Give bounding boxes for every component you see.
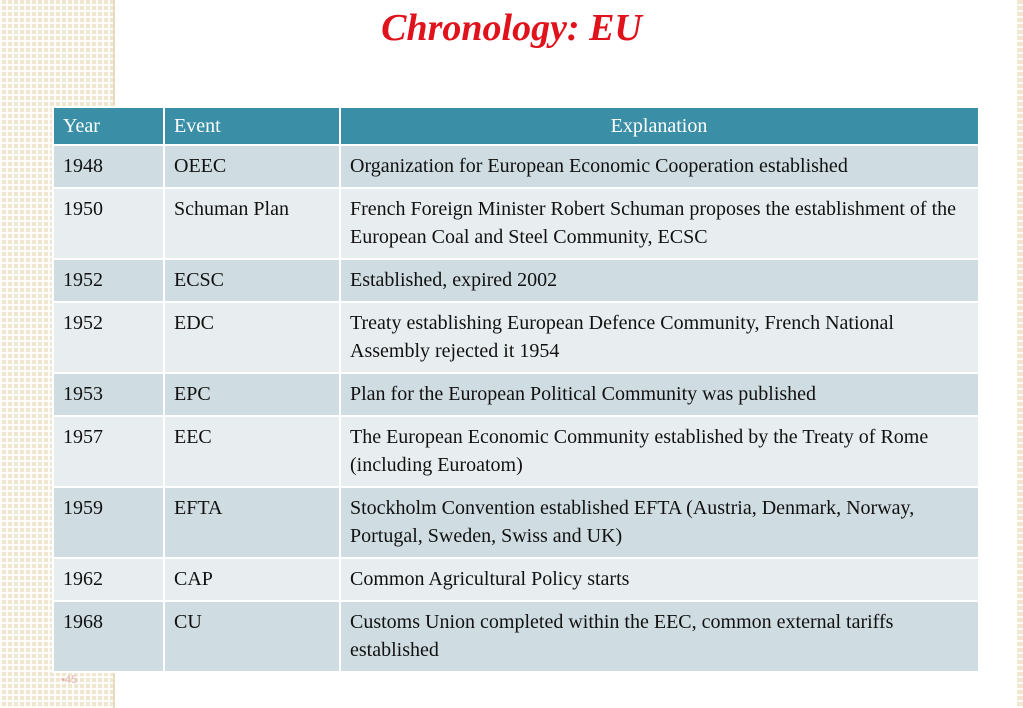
cell-explanation: The European Economic Community established by the Treaty of Rome (including Euroatom): [340, 416, 979, 487]
table-row: [53, 416, 979, 487]
right-decorative-band: [1017, 0, 1023, 708]
page-number: •45: [61, 674, 78, 686]
cell-explanation: Common Agricultural Policy starts: [340, 558, 979, 601]
cell-explanation: Stockholm Convention established EFTA (Austria, Denmark, Norway, Portugal, Sweden, Swiss and UK): [340, 487, 979, 558]
cell-event: CU: [164, 601, 340, 672]
cell-year: 1953: [53, 373, 164, 416]
table-row: [53, 302, 979, 373]
cell-year: 1959: [53, 487, 164, 558]
header-year: Year: [53, 107, 164, 145]
cell-explanation: Plan for the European Political Community was published: [340, 373, 979, 416]
cell-event: ECSC: [164, 259, 340, 302]
chronology-table: [52, 106, 980, 673]
cell-year: 1968: [53, 601, 164, 672]
cell-event: EPC: [164, 373, 340, 416]
cell-year: 1957: [53, 416, 164, 487]
table-row: [53, 373, 979, 416]
table-row: [53, 558, 979, 601]
cell-event: CAP: [164, 558, 340, 601]
cell-explanation: Customs Union completed within the EEC, common external tariffs established: [340, 601, 979, 672]
cell-explanation: Established, expired 2002: [340, 259, 979, 302]
table-row: [53, 259, 979, 302]
table-row: [53, 188, 979, 259]
header-event: Event: [164, 107, 340, 145]
cell-explanation: Treaty establishing European Defence Community, French National Assembly rejected it 1954: [340, 302, 979, 373]
cell-event: Schuman Plan: [164, 188, 340, 259]
cell-year: 1948: [53, 145, 164, 188]
cell-explanation: French Foreign Minister Robert Schuman proposes the establishment of the European Coal and Steel Community, ECSC: [340, 188, 979, 259]
cell-year: 1962: [53, 558, 164, 601]
table-row: [53, 145, 979, 188]
table-header-row: [53, 107, 979, 145]
slide-title: Chronology: EU: [381, 7, 642, 49]
cell-year: 1950: [53, 188, 164, 259]
header-explanation: Explanation: [340, 107, 979, 145]
table-row: [53, 601, 979, 672]
table-row: [53, 487, 979, 558]
cell-explanation: Organization for European Economic Cooperation established: [340, 145, 979, 188]
cell-event: EFTA: [164, 487, 340, 558]
cell-year: 1952: [53, 302, 164, 373]
cell-event: EDC: [164, 302, 340, 373]
cell-year: 1952: [53, 259, 164, 302]
cell-event: EEC: [164, 416, 340, 487]
cell-event: OEEC: [164, 145, 340, 188]
